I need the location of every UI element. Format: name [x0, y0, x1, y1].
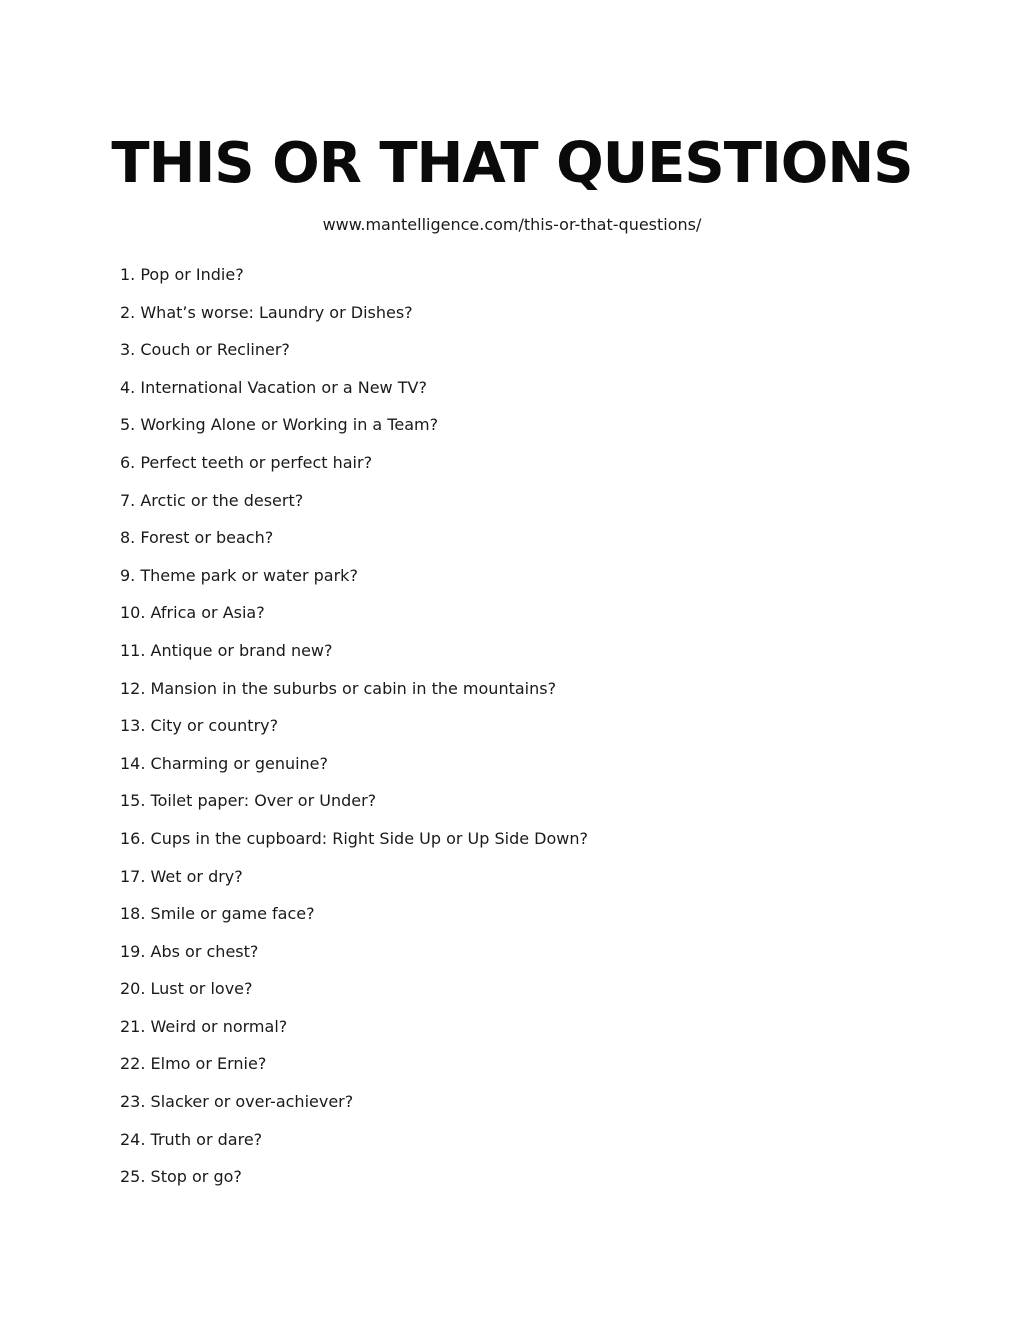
- question-item: 25. Stop or go?: [120, 1167, 242, 1187]
- question-item: 20. Lust or love?: [120, 979, 253, 999]
- question-item: 11. Antique or brand new?: [120, 640, 333, 660]
- question-item: 13. City or country?: [120, 716, 279, 736]
- question-item: 21. Weird or normal?: [120, 1016, 288, 1036]
- question-item: 15. Toilet paper: Over or Under?: [120, 791, 377, 811]
- page-title: THIS OR THAT QUESTIONS: [111, 131, 913, 196]
- question-item: 17. Wet or dry?: [120, 866, 243, 886]
- question-item: 9. Theme park or water park?: [120, 565, 358, 585]
- question-item: 19. Abs or chest?: [120, 941, 259, 961]
- question-item: 24. Truth or dare?: [120, 1129, 263, 1149]
- question-item: 6. Perfect teeth or perfect hair?: [120, 452, 373, 472]
- question-item: 23. Slacker or over-achiever?: [120, 1092, 354, 1112]
- question-item: 10. Africa or Asia?: [120, 603, 265, 623]
- question-item: 2. What’s worse: Laundry or Dishes?: [120, 302, 413, 322]
- question-item: 3. Couch or Recliner?: [120, 340, 290, 360]
- question-item: 16. Cups in the cupboard: Right Side Up or Up Side Down?: [120, 828, 588, 848]
- source-url: www.mantelligence.com/this-or-that-questions/: [322, 215, 702, 234]
- question-item: 4. International Vacation or a New TV?: [120, 377, 427, 397]
- question-item: 7. Arctic or the desert?: [120, 490, 304, 510]
- question-item: 14. Charming or genuine?: [120, 753, 329, 773]
- question-item: 22. Elmo or Ernie?: [120, 1054, 267, 1074]
- question-item: 8. Forest or beach?: [120, 528, 274, 548]
- question-list: [120, 263, 588, 1203]
- question-item: 18. Smile or game face?: [120, 904, 315, 924]
- question-item: 1. Pop or Indie?: [120, 265, 244, 284]
- question-item: 5. Working Alone or Working in a Team?: [120, 415, 439, 435]
- question-item: 12. Mansion in the suburbs or cabin in the mountains?: [120, 678, 557, 698]
